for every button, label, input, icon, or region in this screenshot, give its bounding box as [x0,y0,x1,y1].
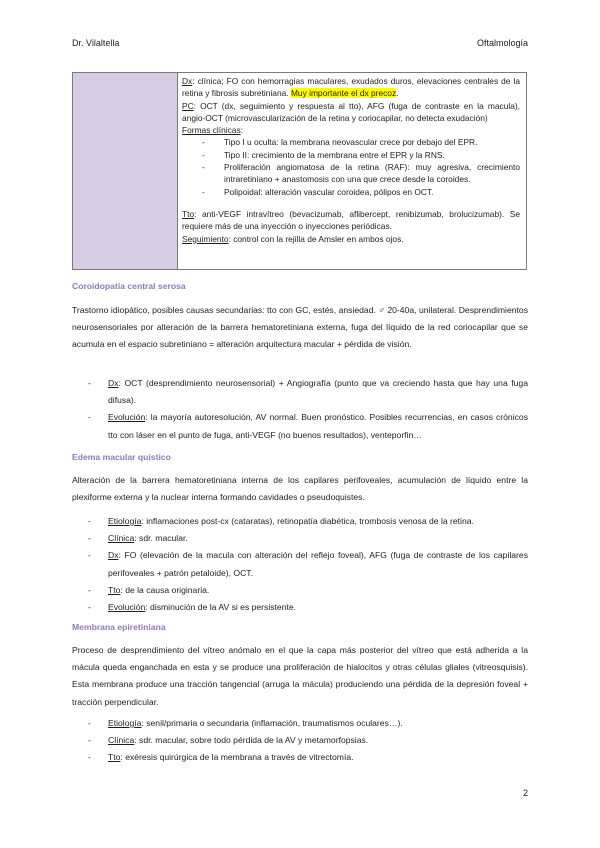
formas-heading [182,124,520,136]
section-paragraph-emq: Alteración de la barrera hematoretiniana interna de los capilares perifoveales, acumulación de líquido entre la plexiforme externa y la nuclear interna formando cavidades o pseudoquistes. [72,475,528,503]
item-label: Evolución [108,602,146,613]
item-label: Tto [108,584,121,595]
list-item-text: Tipo I u oculta: la membrana neovascular crece por debajo del EPR. [224,137,478,148]
tto-text: : anti-VEGF intravítreo (bevacizumab, aflibercept, renibizumab, brolucizumab). Se requiere más de una inyección o inyecciones periódicas. [182,208,520,232]
seguimiento-label: Seguimiento [182,233,229,244]
list-dash: - [88,718,91,728]
header-subject: Oftalmología [476,38,528,48]
list-item [72,749,528,766]
list-item [72,513,528,530]
pc-paragraph [182,100,520,125]
list-item [182,136,520,148]
list-dash: - [88,602,91,613]
item-label: Dx [108,378,119,388]
item-text: : exéresis quirúrgica de la membrana a través de vitrectomía. [120,752,354,763]
list-item [72,375,528,409]
item-label: Etiología [108,718,142,728]
item-text: : sdr. macular. [134,533,188,544]
item-label: Evolución [108,412,146,423]
dx-text: : clínica; FO con hemorragias maculares, exudados duros, elevaciones centrales de la retina y fibrosis subretiniana. [182,76,520,99]
section-list-me [72,715,528,767]
item-label: Clínica [108,533,135,544]
section-paragraph-ccs: Trastorno idiopático, posibles causas secundarias: tto con GC, estés, ansiedad. ♂ 20-40a, unilateral. Desprendimientos neurosensoriales por alteración de la barrera hematoretiniana externa, fuga del líquido de la red coriocapilar que se acumula en el espacio subretiniano = alteración arquitectura macular + pérdida de visión. [72,305,528,350]
pc-text: : OCT (dx, seguimiento y respuesta al tto), AFG (fuga de contraste en la macula), angio-OCT (microvascularización de la retina y coriocapilar, no detecta exudación) [182,100,520,123]
section-list-emq [72,513,528,616]
list-item [72,715,528,732]
dx-highlight: Muy importante el dx precoz [290,88,397,99]
item-text: : disminución de la AV si es persistente. [145,602,297,613]
list-dash: - [88,550,91,561]
list-dash: - [202,149,205,160]
dx-end: . [396,88,399,99]
list-item-text: Polipoidal: alteración vascular coroidea, pólipos en OCT. [224,186,434,197]
formas-list [182,136,520,197]
list-item-text: Tipo II: crecimiento de la membrana entre el EPR y la RNS. [224,149,445,160]
list-dash: - [202,186,205,197]
list-item [182,186,520,198]
list-dash: - [88,533,91,544]
list-dash: - [88,735,91,746]
item-label: Tto [108,752,121,763]
section-title-ccs: Coroidopatía central serosa [72,281,186,291]
list-item [182,161,520,186]
list-dash: - [202,137,205,148]
list-item-text: Proliferación angiomatosa de la retina (RAF): muy agresiva, crecimiento intraretiniano + anastomosis con una que crece desde la coroides. [224,162,520,185]
list-dash: - [88,752,91,763]
dx-paragraph [182,75,520,100]
dx-label: Dx [182,76,193,86]
list-dash: - [88,584,91,595]
seguimiento-text: : control con la rejilla de Amsler en ambos ojos. [228,233,404,244]
item-label: Clínica [108,735,135,746]
item-text: : FO (elevación de la macula con alteración del reflejo foveal), AFG (fuga de contraste de los capilares perifoveales + patrón petaloide), OCT. [108,550,528,578]
tto-paragraph [182,208,520,233]
item-text: : OCT (desprendimiento neurosensorial) + Angiografía (punto que va creciendo hasta que hay una fuga difusa). [108,378,528,406]
section-paragraph-me: Proceso de desprendimiento del vítreo anómalo en el que la capa más posterior del vítreo que está adherida a la mácula queda enganchada en esta y se produce una proliferación de hialocitos y otras células gliales (vitreosquisis). Esta membrana produce una tracción tangencial (arruga la mácula) produciendo una pérdida de la depresión foveal + tracción perpendicular. [72,645,528,707]
list-item [72,732,528,749]
page-number: 2 [522,788,528,798]
formas-label: Formas clínicas [182,125,241,136]
item-label: Etiología [108,516,142,526]
table-content-cell [178,73,526,269]
list-item [182,149,520,161]
seguimiento-paragraph [182,233,520,245]
list-dash: - [88,378,91,388]
list-item [72,409,528,443]
formas-end: : [240,125,243,136]
header-author: Dr. Vilaltella [72,38,120,48]
table-label-cell [73,73,178,269]
section-title-me: Membrana epiretiniana [72,622,166,632]
item-label: Dx [108,550,119,561]
list-dash: - [88,516,91,526]
item-text: : de la causa originaria. [120,584,210,595]
list-item [72,599,528,616]
tto-label: Tto [182,208,195,219]
summary-table [72,72,527,270]
item-text: : la mayoría autoresolución, AV normal. Buen pronóstico. Posibles recurrencias, en casos crónicos tto con láser en el punto de fuga, anti-VEGF (no buenos resultados), venteporfin… [108,412,528,440]
item-text: : sdr. macular, sobre todo pérdida de la AV y metamorfopsias. [134,735,369,746]
list-item [72,582,528,599]
list-dash: - [202,162,205,173]
list-item [72,547,528,581]
list-item [72,530,528,547]
item-text: : senil/primaria o secundaria (inflamación, traumatismos oculares…). [141,718,403,728]
item-text: : inflamaciones post-cx (cataratas), retinopatía diabética, trombosis venosa de la retina. [141,516,474,526]
pc-label: PC [182,100,194,111]
list-dash: - [88,412,91,423]
section-list-ccs [72,375,528,444]
section-title-emq: Edema macular quístico [72,452,171,462]
